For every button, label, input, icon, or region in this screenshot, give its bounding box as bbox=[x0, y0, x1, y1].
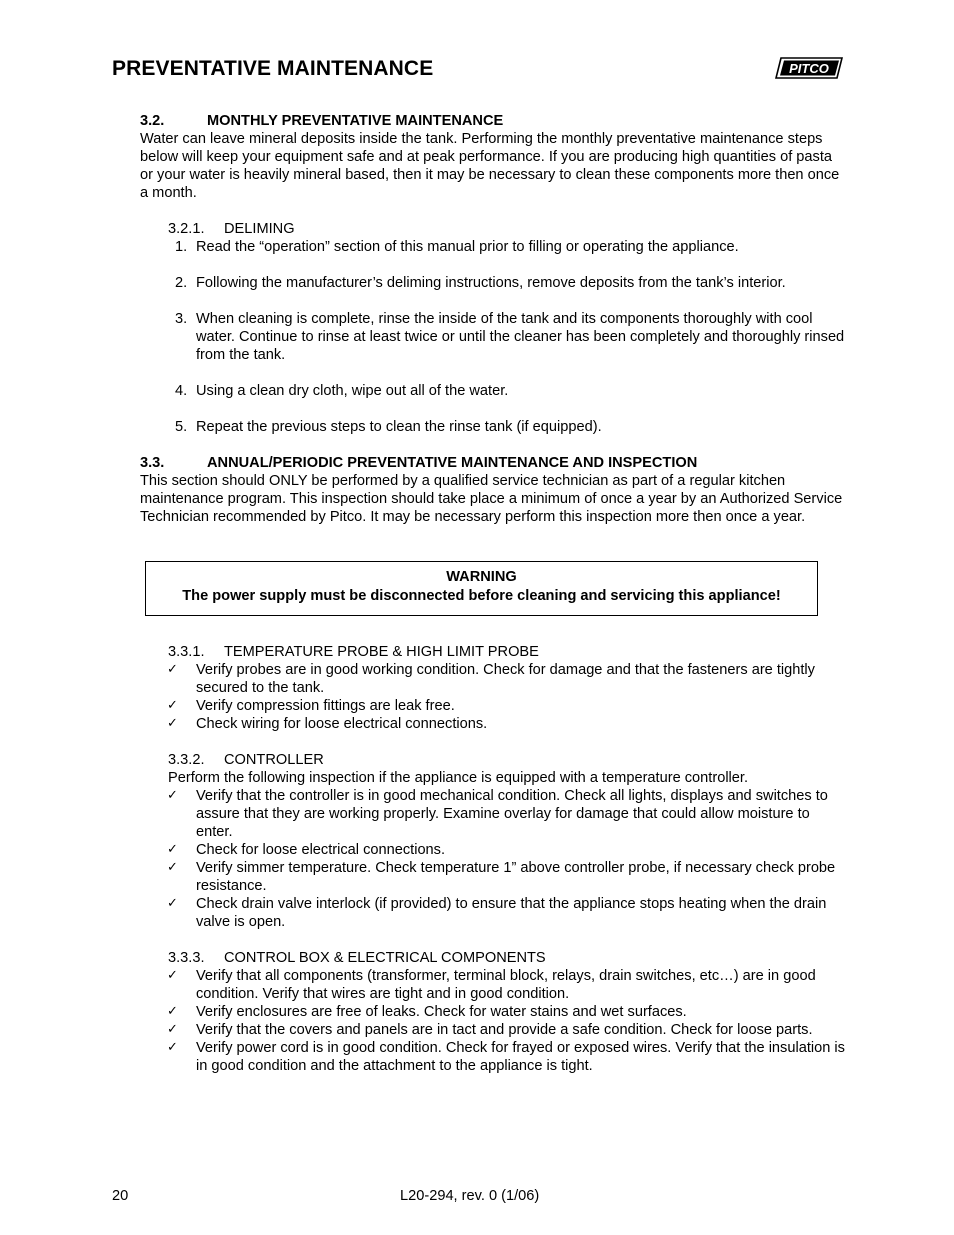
check-icon: ✓ bbox=[167, 1022, 178, 1037]
warning-heading: WARNING bbox=[446, 569, 517, 585]
warning-box bbox=[145, 561, 818, 616]
check-icon: ✓ bbox=[167, 968, 178, 983]
document-id: L20-294, rev. 0 (1/06) bbox=[400, 1188, 540, 1204]
logo-text: PITCO bbox=[789, 61, 829, 76]
list-item: ✓ Check for loose electrical connections. bbox=[167, 842, 446, 858]
check-icon: ✓ bbox=[167, 788, 178, 803]
list-item: ✓ Check wiring for loose electrical connections. bbox=[167, 716, 488, 732]
section-3-3-1-heading: 3.3.1. TEMPERATURE PROBE & HIGH LIMIT PROBE bbox=[168, 644, 539, 660]
list-item: 2. Following the manufacturer’s deliming instructions, remove deposits from the tank’s interior. bbox=[175, 275, 786, 291]
section-3-3-3-heading: 3.3.3. CONTROL BOX & ELECTRICAL COMPONENTS bbox=[168, 950, 546, 966]
page-title: PREVENTATIVE MAINTENANCE bbox=[112, 57, 434, 80]
list-item: ✓ Verify simmer temperature. Check temperature 1” above controller probe, if necessary check probe resistance. bbox=[167, 860, 836, 894]
list-item: ✓ Verify that all components (transformer, terminal block, relays, drain switches, etc…) are in good condition. Verify that wires are tight and in good condition. bbox=[167, 968, 816, 1002]
list-item: ✓ Verify that the covers and panels are in tact and provide a safe condition. Check for loose parts. bbox=[167, 1022, 813, 1038]
list-item: 5. Repeat the previous steps to clean the rinse tank (if equipped). bbox=[175, 419, 602, 435]
section-3-3-body: This section should ONLY be performed by a qualified service technician as part of a regular kitchen maintenance program. This inspection should take place a minimum of once a year by an Authorized Service Technician recommended by Pitco. It may be necessary perform this inspection more then once a year. bbox=[140, 473, 843, 525]
section-3-2-1-heading: 3.2.1. DELIMING bbox=[168, 221, 295, 237]
control-box-checklist bbox=[140, 967, 845, 1075]
section-3-2-heading: 3.2. MONTHLY PREVENTATIVE MAINTENANCE bbox=[140, 113, 504, 129]
check-icon: ✓ bbox=[167, 1040, 178, 1055]
check-icon: ✓ bbox=[167, 662, 178, 677]
list-item: ✓ Verify probes are in good working condition. Check for damage and that the fasteners are tightly secured to the tank. bbox=[167, 662, 815, 696]
list-item: 1. Read the “operation” section of this manual prior to filling or operating the appliance. bbox=[175, 239, 739, 255]
check-icon: ✓ bbox=[167, 698, 178, 713]
list-item: ✓ Check drain valve interlock (if provided) to ensure that the appliance stops heating when the drain valve is open. bbox=[167, 896, 827, 930]
list-item: 4. Using a clean dry cloth, wipe out all of the water. bbox=[175, 383, 509, 399]
controller-checklist bbox=[140, 787, 845, 931]
controller-intro: Perform the following inspection if the appliance is equipped with a temperature controller. bbox=[168, 770, 749, 786]
list-item: ✓ Verify enclosures are free of leaks. Check for water stains and wet surfaces. bbox=[167, 1004, 687, 1020]
check-icon: ✓ bbox=[167, 842, 178, 857]
list-item: ✓ Verify compression fittings are leak free. bbox=[167, 698, 455, 714]
page-number: 20 bbox=[112, 1188, 129, 1204]
deliming-steps bbox=[140, 238, 845, 436]
check-icon: ✓ bbox=[167, 716, 178, 731]
section-3-2-body: Water can leave mineral deposits inside the tank. Performing the monthly preventative maintenance steps below will keep your equipment safe and at peak performance. If you are producing high quantities of pasta or your water is heavily mineral based, then it may be necessary to clean these components more then once a month. bbox=[140, 131, 840, 201]
probe-checklist bbox=[140, 661, 845, 733]
section-3-3-2-heading: 3.3.2. CONTROLLER bbox=[168, 752, 324, 768]
warning-text: The power supply must be disconnected before cleaning and servicing this appliance! bbox=[182, 588, 781, 604]
list-item: ✓ Verify power cord is in good condition. Check for frayed or exposed wires. Verify that the insulation is in good condition and the attachment to the appliance is tight. bbox=[167, 1040, 845, 1074]
check-icon: ✓ bbox=[167, 896, 178, 911]
check-icon: ✓ bbox=[167, 860, 178, 875]
section-3-3-heading: 3.3. ANNUAL/PERIODIC PREVENTATIVE MAINTENANCE AND INSPECTION bbox=[140, 455, 698, 471]
list-item: ✓ Verify that the controller is in good mechanical condition. Check all lights, displays and switches to assure that they are working properly. Examine overlay for damage that could allow moisture to enter. bbox=[167, 788, 828, 840]
check-icon: ✓ bbox=[167, 1004, 178, 1019]
list-item: 3. When cleaning is complete, rinse the inside of the tank and its components thoroughly with cool water. Continue to rinse at least twice or until the cleaner has been completely and thoroughly rinsed from the tank. bbox=[175, 311, 845, 363]
pitco-logo bbox=[775, 57, 843, 79]
